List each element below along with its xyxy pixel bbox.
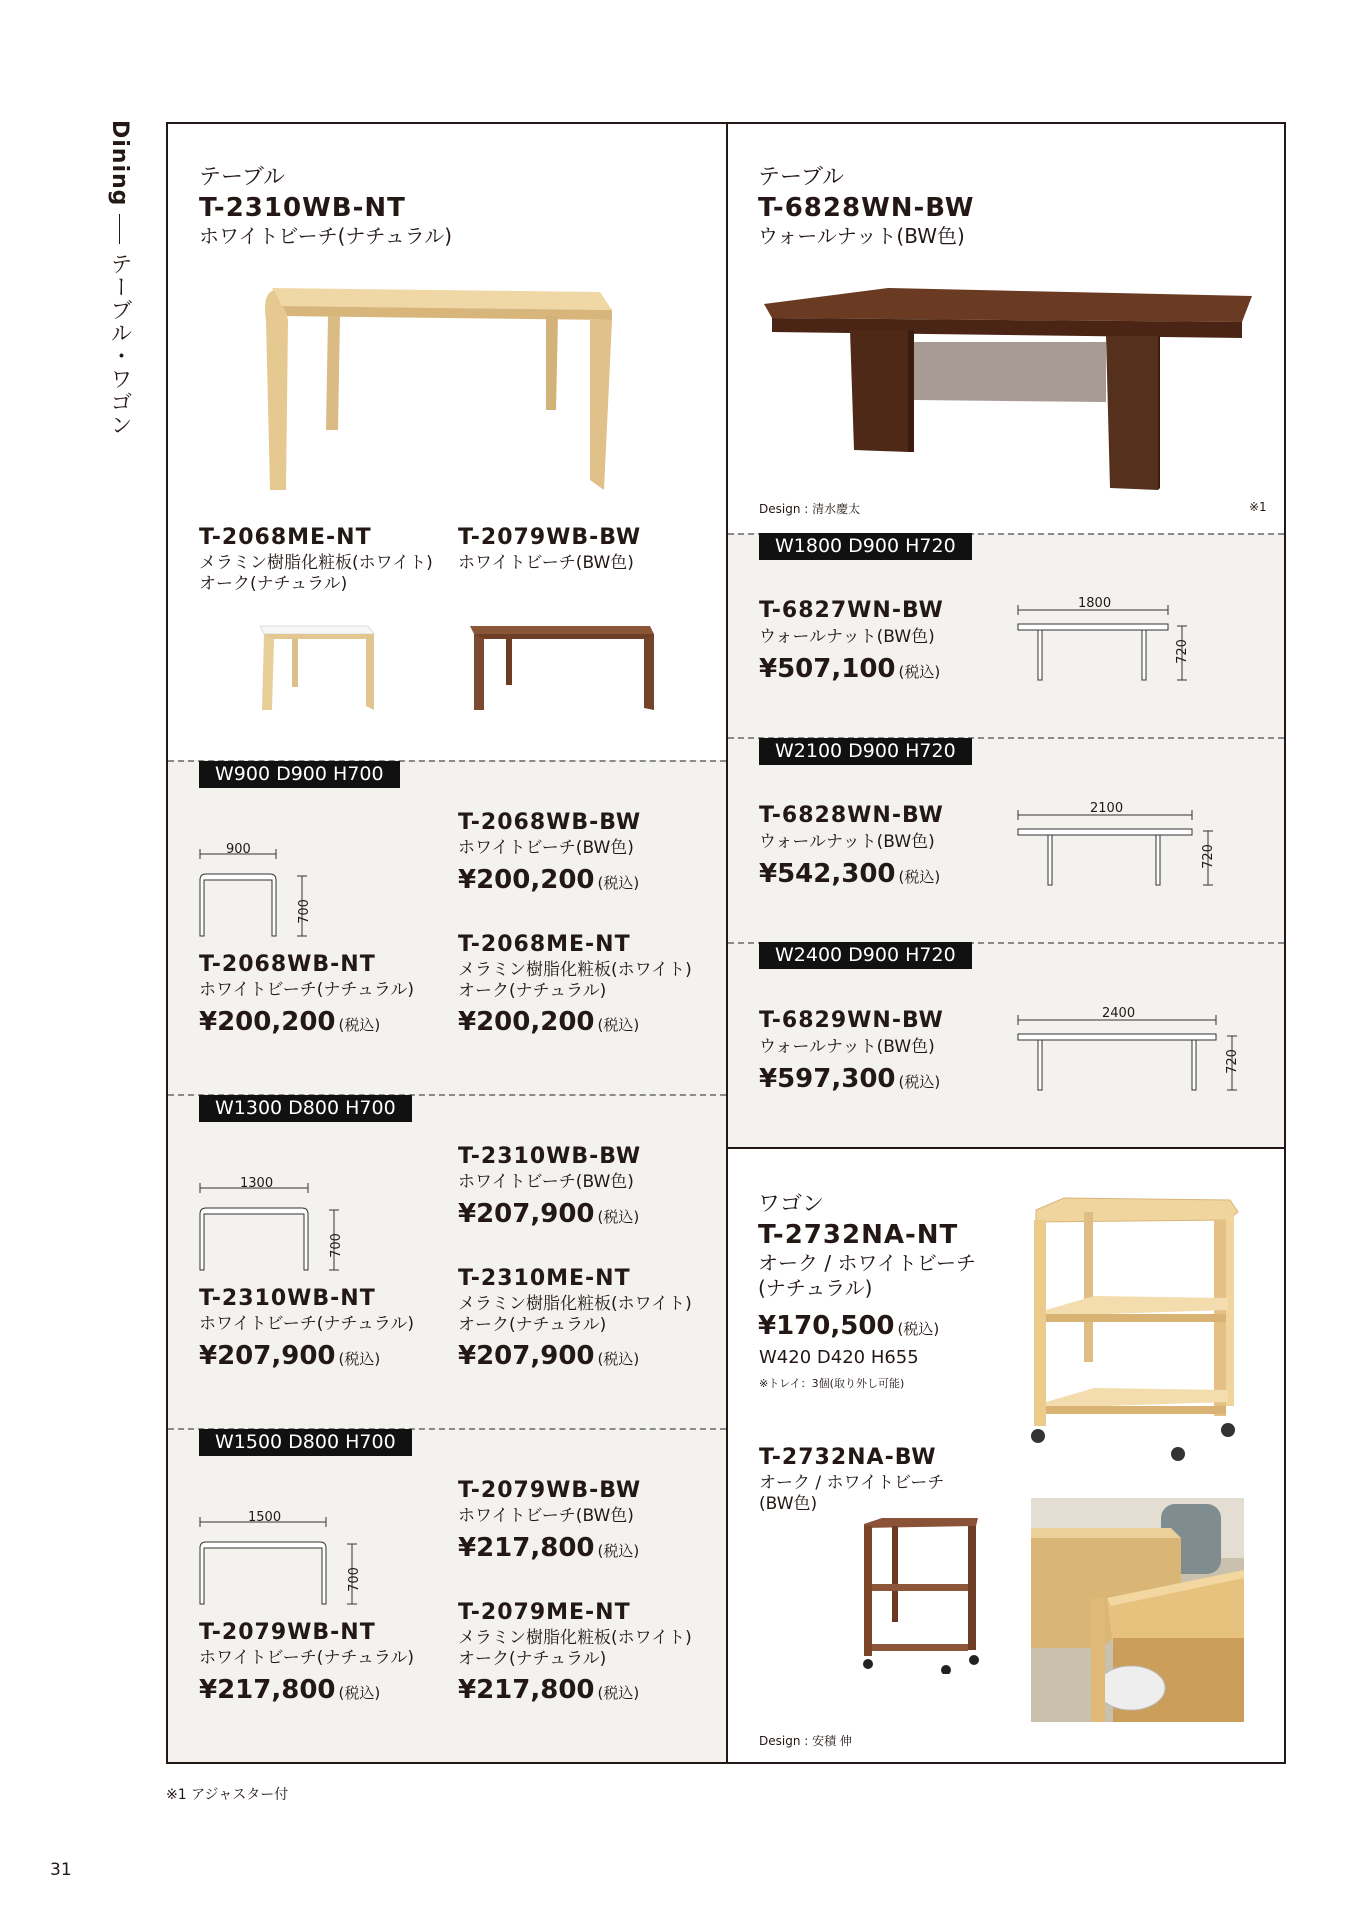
page-number: 31 [50,1860,72,1880]
s3-r2-model: T-2079ME-NT [458,1600,631,1625]
dim-2400-height: 720 [1224,1049,1240,1074]
s1-r2-finish2: オーク(ナチュラル) [458,981,607,1001]
left-hero-model: T-2310WB-NT [199,193,406,223]
table-2068me-image [256,622,376,714]
s1-left-model: T-2068WB-NT [199,952,376,977]
wagon-natural-image [1024,1196,1242,1468]
table-2079wb-image [466,622,656,714]
side-label-en: Dining [107,120,132,207]
band-w1300: W1300 D800 H700 [199,1095,412,1122]
s1-r2-model: T-2068ME-NT [458,932,631,957]
wagon-note: ※トレイ：3個(取り外し可能) [759,1377,905,1390]
s3-left-price [199,1675,380,1705]
wagon-variant-model: T-2732NA-BW [759,1445,937,1470]
tax-label: (税込) [597,1016,640,1034]
s2-r2-finish1: メラミン樹脂化粧板(ホワイト) [458,1294,692,1314]
side-label-divider [119,214,120,244]
tax-label: (税込) [597,1542,640,1560]
s2-left-model: T-2310WB-NT [199,1286,376,1311]
dim-1300-height: 700 [328,1233,344,1258]
tax-label: (税込) [597,1684,640,1702]
band-w2400: W2400 D900 H720 [759,942,972,969]
tax-label: (税込) [898,1073,941,1091]
s2-r1-finish: ホワイトビーチ(BW色) [458,1172,634,1192]
r3-model: T-6829WN-BW [759,1008,944,1033]
r3-price [759,1064,940,1094]
s1-left-price [199,1007,380,1037]
s1-r2-price [458,1007,639,1037]
price-value: ¥217,800 [199,1675,336,1705]
dim-900-width: 900 [226,842,251,857]
design-credit-shimizu: Design : 清水慶太 [759,502,861,516]
wagon-variant-finish2: (BW色) [759,1494,818,1514]
s2-r2-finish2: オーク(ナチュラル) [458,1315,607,1335]
r1-model: T-6827WN-BW [759,598,944,623]
s2-r2-price [458,1341,639,1371]
dim-1800-height: 720 [1174,639,1190,664]
variant-2068me-finish1: メラミン樹脂化粧板(ホワイト) [199,553,433,573]
s3-left-model: T-2079WB-NT [199,1620,376,1645]
price-value: ¥542,300 [759,859,896,889]
r1-price [759,654,940,684]
footnote: ※1 アジャスター付 [166,1787,289,1803]
right-category: テーブル [758,165,845,190]
wagon-brown-image [858,1516,982,1674]
price-value: ¥200,200 [458,1007,595,1037]
s2-r1-model: T-2310WB-BW [458,1144,642,1169]
right-hero-model: T-6828WN-BW [758,193,975,223]
table-2310-image [260,280,620,500]
tax-label: (税込) [597,874,640,892]
r2-finish: ウォールナット(BW色) [759,832,935,852]
dim-2400-width: 2400 [1102,1006,1136,1021]
variant-2068me-finish2: オーク(ナチュラル) [199,574,348,594]
s3-r1-finish: ホワイトビーチ(BW色) [458,1506,634,1526]
s3-r1-price [458,1533,639,1563]
dim-diagram-900 [196,840,326,940]
tax-label: (税込) [897,1320,940,1338]
price-value: ¥207,900 [199,1341,336,1371]
band-w2100: W2100 D900 H720 [759,738,972,765]
r2-price [759,859,940,889]
price-value: ¥597,300 [759,1064,896,1094]
dim-1500-height: 700 [346,1567,362,1592]
s3-r1-model: T-2079WB-BW [458,1478,642,1503]
dim-900-height: 700 [296,899,312,924]
s1-left-finish: ホワイトビーチ(ナチュラル) [199,980,415,1000]
price-value: ¥207,900 [458,1341,595,1371]
price-value: ¥207,900 [458,1199,595,1229]
tax-label: (税込) [898,868,941,886]
variant-2079wb-model: T-2079WB-BW [458,525,642,550]
s3-r2-finish1: メラミン樹脂化粧板(ホワイト) [458,1628,692,1648]
band-w1500: W1500 D800 H700 [199,1429,412,1456]
price-value: ¥200,200 [199,1007,336,1037]
s2-r1-price [458,1199,639,1229]
s1-r1-finish: ホワイトビーチ(BW色) [458,838,634,858]
table-6828-image [758,282,1258,492]
wagon-divider [728,1147,1284,1149]
s1-r1-model: T-2068WB-BW [458,810,642,835]
tax-label: (税込) [338,1350,381,1368]
s1-r2-finish1: メラミン樹脂化粧板(ホワイト) [458,960,692,980]
wagon-detail-photo [1031,1498,1244,1722]
wagon-size: W420 D420 H655 [759,1347,919,1368]
price-value: ¥217,800 [458,1675,595,1705]
left-category: テーブル [199,165,286,190]
variant-2068me-model: T-2068ME-NT [199,525,372,550]
s1-r1-price [458,865,639,895]
tax-label: (税込) [338,1684,381,1702]
right-hero-finish: ウォールナット(BW色) [758,224,965,248]
side-label-ja: テーブル・ワゴン [107,252,132,437]
dim-1500-width: 1500 [248,1510,282,1525]
tax-label: (税込) [597,1208,640,1226]
band-w900: W900 D900 H700 [199,761,400,788]
left-hero-finish: ホワイトビーチ(ナチュラル) [199,224,453,248]
tax-label: (税込) [338,1016,381,1034]
wagon-finish1: オーク / ホワイトビーチ [758,1251,977,1275]
dim-1800-width: 1800 [1078,596,1112,611]
r3-finish: ウォールナット(BW色) [759,1037,935,1057]
price-value: ¥200,200 [458,865,595,895]
tax-label: (税込) [597,1350,640,1368]
dim-diagram-1300 [196,1174,356,1274]
dim-2100-width: 2100 [1090,801,1124,816]
s3-r2-finish2: オーク(ナチュラル) [458,1649,607,1669]
s3-left-finish: ホワイトビーチ(ナチュラル) [199,1648,415,1668]
wagon-price [758,1311,939,1341]
s3-r2-price [458,1675,639,1705]
tax-label: (税込) [898,663,941,681]
r1-finish: ウォールナット(BW色) [759,627,935,647]
s2-left-finish: ホワイトビーチ(ナチュラル) [199,1314,415,1334]
dim-1300-width: 1300 [240,1176,274,1191]
design-credit-azumi: Design : 安積 伸 [759,1734,852,1748]
price-value: ¥507,100 [759,654,896,684]
dim-2100-height: 720 [1200,844,1216,869]
wagon-finish2: (ナチュラル) [758,1276,873,1300]
s2-r2-model: T-2310ME-NT [458,1266,631,1291]
r2-model: T-6828WN-BW [759,803,944,828]
price-value: ¥217,800 [458,1533,595,1563]
note-mark-1: ※1 [1249,500,1267,514]
price-value: ¥170,500 [758,1311,895,1341]
band-w1800: W1800 D900 H720 [759,533,972,560]
wagon-variant-finish1: オーク / ホワイトビーチ [759,1473,945,1493]
variant-2079wb-finish1: ホワイトビーチ(BW色) [458,553,634,573]
s2-left-price [199,1341,380,1371]
wagon-model: T-2732NA-NT [758,1220,959,1250]
wagon-category: ワゴン [758,1192,825,1217]
side-label [104,120,135,436]
